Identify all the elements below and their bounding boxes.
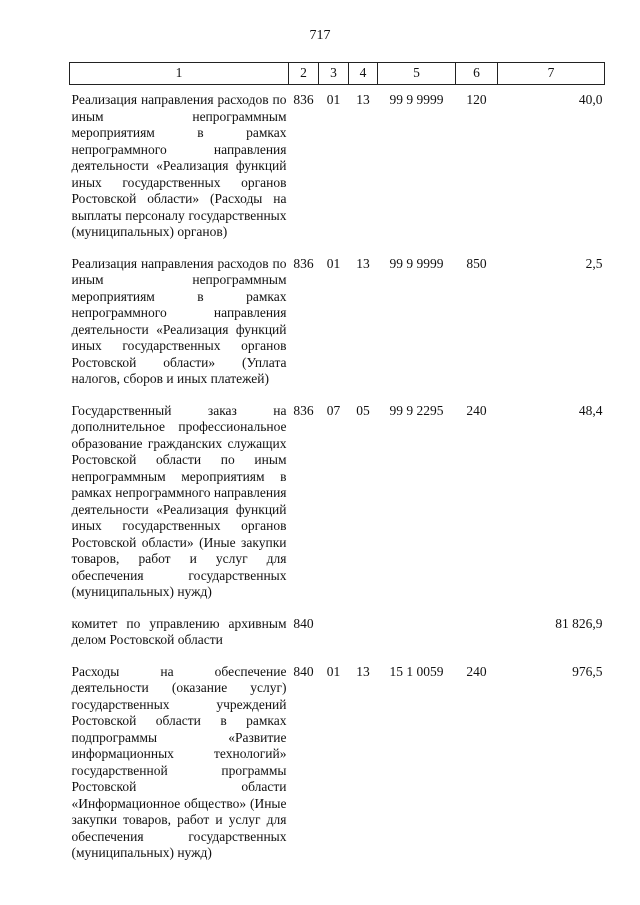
row-ved: 840 (293, 615, 314, 631)
column-header: 2 (289, 63, 319, 85)
row-vr: 240 (466, 663, 487, 679)
row-sum: 2,5 (585, 255, 603, 271)
row-pr: 13 (356, 255, 370, 271)
row-ved: 836 (293, 92, 314, 107)
row-vr: 120 (466, 92, 487, 107)
row-rz: 01 (326, 92, 341, 107)
row-sum: 40,0 (578, 92, 603, 107)
row-vr: 850 (466, 255, 487, 271)
column-header: 5 (378, 63, 456, 85)
table-row (70, 249, 605, 396)
column-header: 1 (70, 63, 289, 85)
page-number: 717 (309, 28, 331, 43)
row-pr: 05 (356, 402, 370, 418)
row-description: Реализация направления расходов по иным непрограммным мероприятиям в рамках непрограммного направления деятельности «Реализация функций иных государственных органов Ростовской области» (Расходы на выплаты персоналу государственных (муниципальных) органов) (71, 92, 287, 239)
row-sum: 48,4 (578, 402, 603, 418)
row-pr: 13 (356, 663, 370, 679)
row-pr: 13 (356, 92, 370, 107)
table-row (70, 657, 605, 870)
row-rz (319, 609, 349, 657)
column-header: 7 (498, 63, 605, 85)
row-ved: 836 (293, 255, 314, 271)
row-ved: 836 (293, 402, 314, 418)
row-csr: 99 9 9999 (389, 92, 444, 107)
row-description: Реализация направления расходов по иным непрограммным мероприятиям в рамках непрограммного направления деятельности «Реализация функций иных государственных органов Ростовской области» (Уплата налогов, сборов и иных платежей) (71, 255, 287, 386)
column-header: 6 (456, 63, 498, 85)
row-rz: 07 (326, 402, 341, 418)
row-csr: 99 9 9999 (389, 255, 444, 271)
table-header-row (70, 63, 605, 85)
row-csr: 15 1 0059 (389, 663, 444, 679)
row-description: Государственный заказ на дополнительное профессиональное образование гражданских служащих Ростовской области по иным непрограммным мероприятиям в рамках непрограммного направления деятельности «Реализация функций иных государственных органов Ростовской области» (Иные закупки товаров, работ и услуг для обеспечения государственных (муниципальных) нужд) (71, 402, 287, 599)
row-sum: 976,5 (572, 663, 603, 679)
column-header: 3 (319, 63, 349, 85)
row-description: комитет по управлению архивным делом Ростовской области (71, 615, 287, 647)
table-row (70, 396, 605, 609)
table-row (70, 85, 605, 249)
row-sum: 81 826,9 (555, 615, 603, 631)
row-rz: 01 (326, 663, 341, 679)
row-csr (378, 609, 456, 657)
row-pr (349, 609, 378, 657)
row-ved: 840 (293, 663, 314, 679)
row-vr (456, 609, 498, 657)
row-vr: 240 (466, 402, 487, 418)
row-rz: 01 (326, 255, 341, 271)
row-description: Расходы на обеспечение деятельности (оказание услуг) государственных учреждений Ростовской области в рамках подпрограммы «Развитие информационных технологий» государственной программы Ростовской области «Информационное общество» (Иные закупки товаров, работ и услуг для обеспечения государственных (муниципальных) нужд) (71, 663, 287, 860)
row-csr: 99 9 2295 (389, 402, 444, 418)
table-row (70, 609, 605, 657)
column-header: 4 (349, 63, 378, 85)
budget-table (69, 62, 605, 870)
